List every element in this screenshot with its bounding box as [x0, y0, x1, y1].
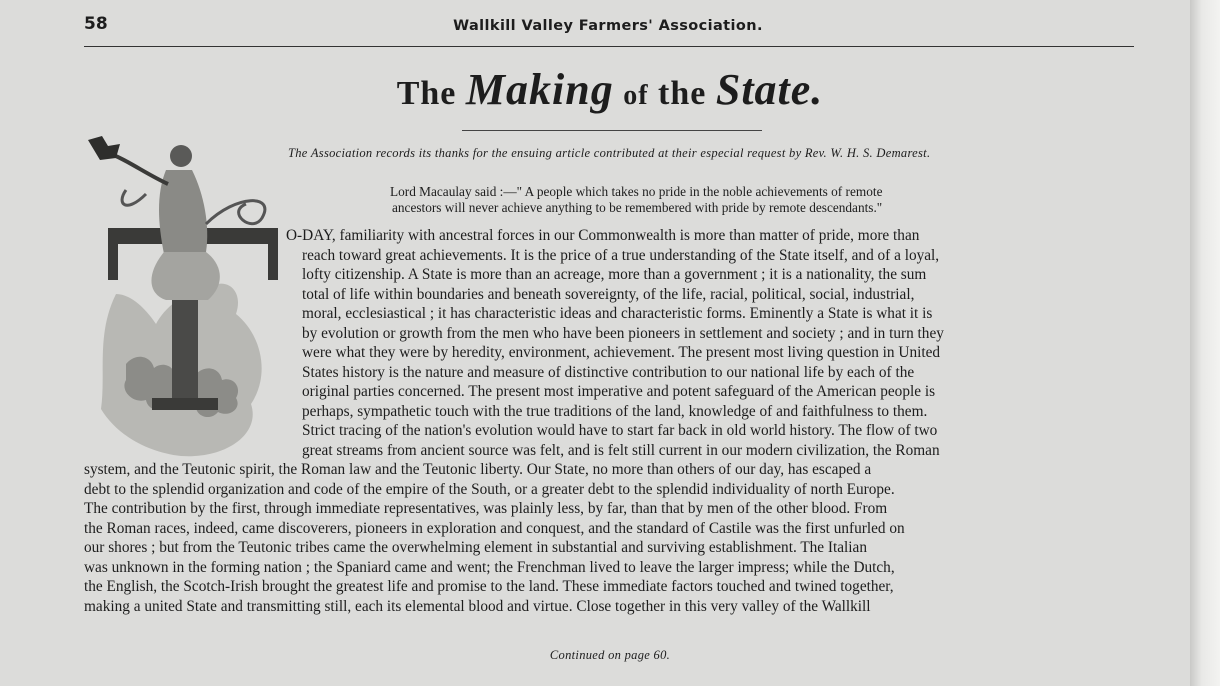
body-line: making a united State and transmitting still, each its elemental blood and virtue. Close together in this very valley of the Wallkill: [84, 597, 871, 615]
body-line: States history is the nature and measure of distinctive contribution to our national life by each of the: [302, 363, 915, 381]
body-line: total of life within boundaries and beneath sovereignty, of the life, racial, political, social, industrial,: [302, 285, 915, 303]
title-word: State.: [715, 65, 824, 114]
running-title: Wallkill Valley Farmers' Association.: [453, 18, 763, 34]
epigraph-line: Lord Macaulay said :—" A people which takes no pride in the noble achievements of remote: [390, 184, 883, 199]
body-line: debt to the splendid organization and code of the empire of the South, or a greater debt to the splendid individuality of north Europe.: [84, 480, 895, 498]
page-edge: [1190, 0, 1220, 686]
header-rule: [84, 46, 1134, 47]
body-line: Strict tracing of the nation's evolution would have to start far back in old world history. The flow of two: [302, 422, 938, 439]
title-word: the: [658, 75, 707, 112]
article-body: [84, 226, 1139, 616]
article-title: [0, 64, 1220, 115]
acknowledgement: The Association records its thanks for the ensuing article contributed at their especial request by Rev. W. H. S. Demarest.: [288, 146, 931, 160]
body-line: The contribution by the first, through immediate representatives, was plainly less, by far, than that by men of the other blood. From: [84, 500, 888, 517]
body-line: system, and the Teutonic spirit, the Roman law and the Teutonic liberty. Our State, no more than others of our day, has escaped a: [84, 461, 872, 478]
body-line: our shores ; but from the Teutonic tribes came the overwhelming element in substantial and surviving establishment. The Italian: [84, 539, 867, 556]
body-line: the English, the Scotch-Irish brought the greatest life and promise to the land. These immediate factors touched and twined together,: [84, 578, 894, 595]
body-line: by evolution or growth from the men who have been pioneers in settlement and society ; and in turn they: [302, 324, 944, 342]
body-line: was unknown in the forming nation ; the Spaniard came and went; the Frenchman lived to leave the larger impress; while the Dutch,: [84, 558, 895, 576]
title-word: of: [623, 80, 649, 111]
body-line: original parties concerned. The present most imperative and potent safeguard of the American people is: [302, 383, 936, 400]
body-line: lofty citizenship. A State is more than an acreage, more than a government ; it is a nationality, the sum: [302, 266, 927, 283]
body-line: moral, ecclesiastical ; it has characteristic ideas and characteristic forms. Eminently a State is what it is: [302, 305, 933, 322]
body-line: perhaps, sympathetic touch with the true traditions of the land, knowledge of and faithfulness to them.: [302, 402, 928, 420]
body-line: O-DAY, familiarity with ancestral forces in our Commonwealth is more than matter of pride, more than: [286, 227, 920, 244]
title-word: The: [396, 75, 457, 112]
epigraph-line: ancestors will never achieve anything to be remembered with pride by remote descendants.": [392, 200, 883, 215]
body-line: great streams from ancient source was felt, and is felt still current in our modern civilization, the Roman: [302, 441, 940, 459]
continued-note: Continued on page 60.: [549, 648, 671, 662]
title-rule: [462, 130, 762, 131]
epigraph: [390, 184, 1030, 216]
title-word: Making: [465, 65, 614, 114]
body-line: were what they were by heredity, environment, achievement. The present most living question in United: [302, 344, 941, 361]
body-line: reach toward great achievements. It is the price of a true understanding of the State itself, and of a loyal,: [302, 246, 940, 264]
page-number: 58: [84, 14, 108, 34]
body-line: the Roman races, indeed, came discoverers, pioneers in exploration and conquest, and the standard of Castile was the first unfurled on: [84, 519, 905, 537]
